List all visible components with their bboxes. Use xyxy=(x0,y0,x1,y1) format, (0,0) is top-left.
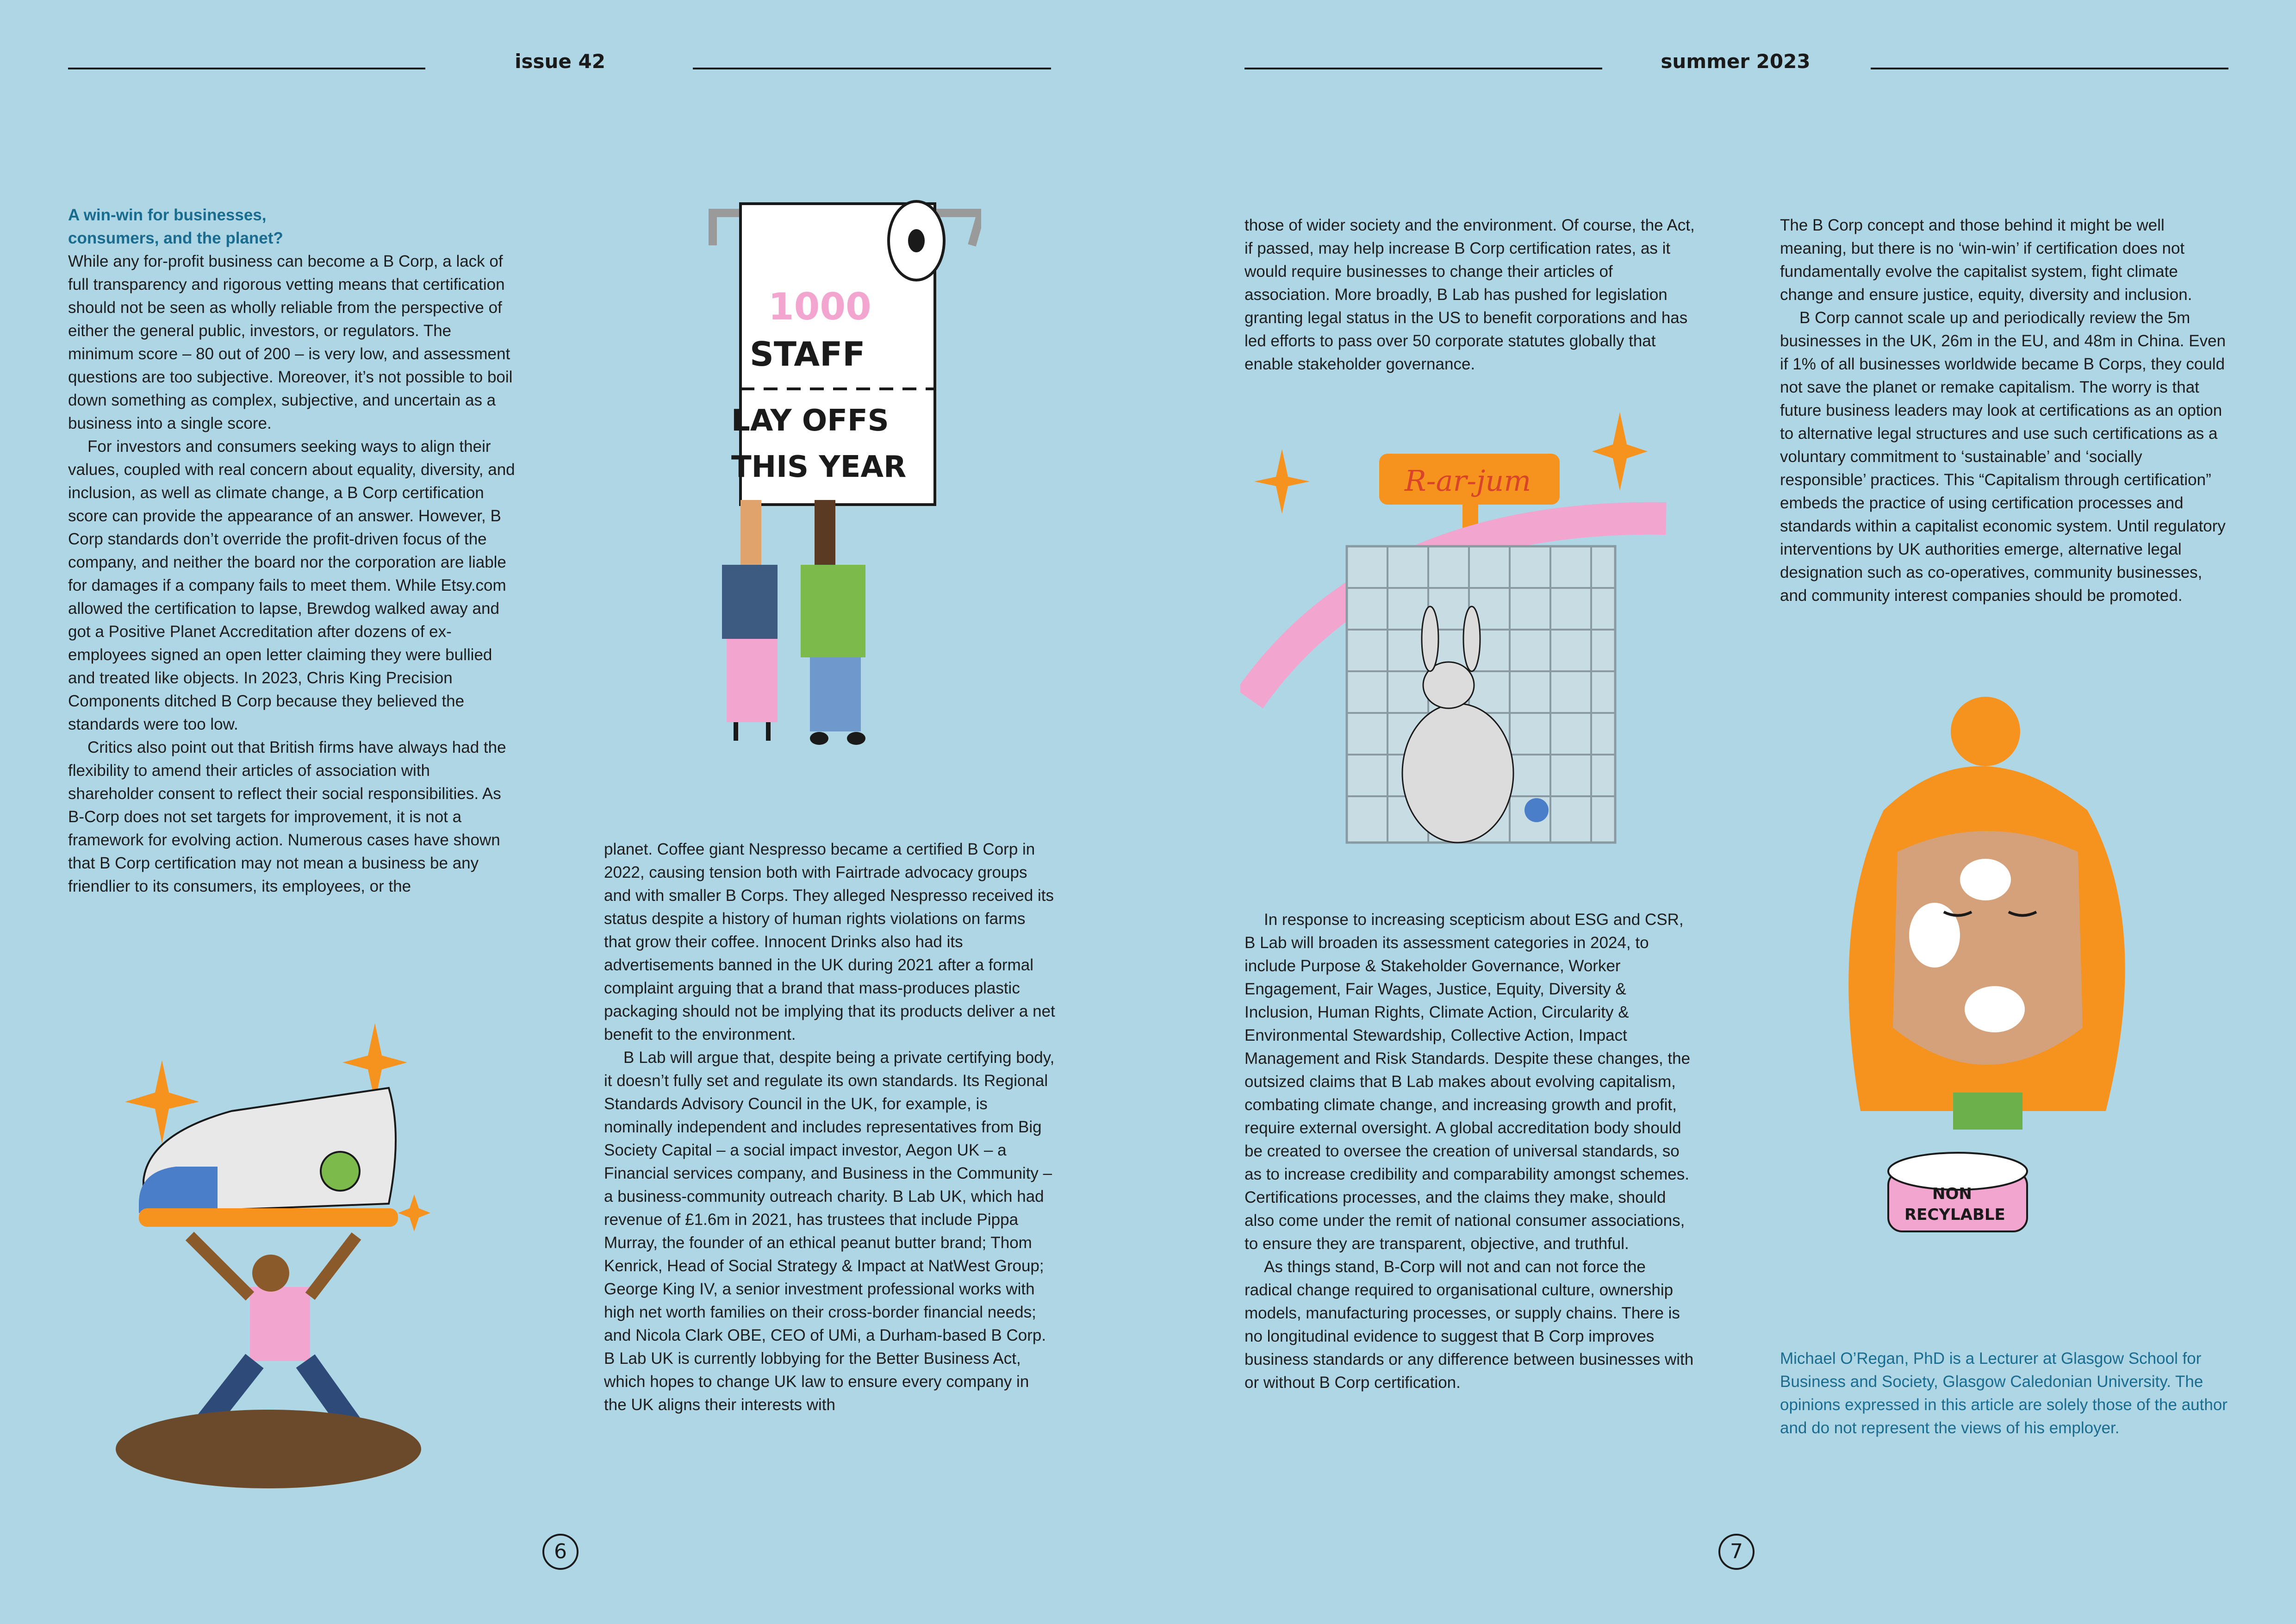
header-rule-right-1 xyxy=(1244,68,1602,69)
paragraph: planet. Coffee giant Nespresso became a certified B Corp in 2022, causing tension both with Fairtrade advocacy groups and with smaller B Corps. They alleged Nespresso received its status despite a history of human rights violations on farms that grow their coffee. Innocent Drinks also had its advertisements banned in the UK during 2021 after a formal complaint arguing that a brand that mass-produces plastic packaging should not be implying that its products deliver a net benefit to the environment. xyxy=(604,840,1055,1043)
section-subhead-line2: consumers, and the planet? xyxy=(68,229,283,247)
roll-text-1: 1000 xyxy=(768,285,871,328)
header-rule-left-2 xyxy=(693,68,1051,69)
paragraph: The B Corp concept and those behind it might be well meaning, but there is no ‘win-win’ if certification does not fundamentally evolve the capitalist system, fight climate change and ensure justice, equity, diversity and inclusion. xyxy=(1780,216,2192,304)
issue-label: issue 42 xyxy=(515,50,605,73)
article-column-3-continued xyxy=(1244,908,1696,1394)
rabbit-icon xyxy=(1402,704,1513,843)
article-column-1 xyxy=(68,204,517,898)
sparkle-icon xyxy=(1592,412,1648,491)
pot-label-1: NON xyxy=(1932,1185,1972,1203)
article-column-4 xyxy=(1780,214,2231,607)
paragraph: B Corp cannot scale up and periodically review the 5m businesses in the UK, 26m in the EU, and 48m in China. Even if 1% of all businesses worldwide became B Corps, they could not save the planet or remake capitalism. The worry is that future business leaders may look at certifications as an option to alternative legal structures and use such certifications as a voluntary commitment to ‘sustainable’ and ‘socially responsible’ practices. This “Capitalism through certification” embeds the practice of using certification processes and standards within a capitalist economic system. Until regulatory interventions by UK authorities emerge, alternative legal designation such as co-operatives, community businesses, and community interest companies should be promoted. xyxy=(1780,309,2226,605)
section-subhead-line1: A win-win for businesses, xyxy=(68,206,267,224)
face-cream-illustration xyxy=(1791,694,2171,1268)
dirt-pile-icon xyxy=(116,1410,421,1488)
header-rule-left-1 xyxy=(68,68,425,69)
paragraph: those of wider society and the environment. Of course, the Act, if passed, may help increase B Corp certification rates, as it would require businesses to change their articles of association. More broadly, B Lab has pushed for legislation granting legal status in the US to benefit corporations and has led efforts to pass over 50 corporate statutes globally that enable stakeholder governance. xyxy=(1244,216,1695,373)
paragraph: B Lab will argue that, despite being a private certifying body, it doesn’t fully set and regulate its own standards. Its Regional Standards Advisory Council in the UK, for example, is nominally independent and includes representatives from Big Society Capital – a social impact investor, Aegon UK – a Financial services company, and Business in the Community – a business-community outreach charity. B Lab UK, which had revenue of £1.6m in 2021, has trustees that include Pippa Murray, the founder of an ethical peanut butter brand; Thom Kenrick, Head of Social Strategy & Impact at NatWest Group; George King IV, a senior investment professional works with high net worth families on their cross-border financial needs; and Nicola Clark OBE, CEO of UMi, a Durham-based B Corp. B Lab UK is currently lobbying for the Better Business Act, which hopes to change UK law to ensure every company in the UK aligns their interests with xyxy=(604,1049,1055,1414)
paragraph: For investors and consumers seeking ways to align their values, coupled with real concern about equality, diversity, and inclusion, as well as climate change, a B Corp certification score can provide the appearance of an answer. However, B Corp standards don’t override the profit-driven focus of the company, and neither the board nor the corporation are liable for damages if a company fails to meet them. While Etsy.com allowed the certification to lapse, Brewdog walked away and got a Positive Planet Accreditation after dozens of ex-employees signed an open letter claiming they were bullied and treated like objects. In 2023, Chris King Precision Components ditched B Corp because they believed the standards were too low. xyxy=(68,437,515,733)
article-column-2 xyxy=(604,838,1055,1417)
sweater-collar-icon xyxy=(1953,1093,2022,1130)
person-1-icon xyxy=(722,565,778,639)
header-rule-right-2 xyxy=(1871,68,2228,69)
person-icon xyxy=(250,1287,310,1361)
paragraph: Critics also point out that British firms have always had the flexibility to amend their articles of association with shareholder consent to reflect their social responsibilities. As B-Corp does not set targets for improvement, it is not a framework for evolving action. Numerous cases have shown that B Corp certification may not mean a business be any friendlier to its consumers, its employees, or the xyxy=(68,738,506,895)
article-column-3 xyxy=(1244,214,1696,376)
pot-label-2: RECYLABLE xyxy=(1904,1206,2005,1224)
caged-rabbit-illustration xyxy=(1240,403,1680,856)
roll-text-2: STAFF xyxy=(750,335,865,374)
toilet-roll-illustration xyxy=(703,194,981,750)
sparkle-icon xyxy=(398,1194,430,1231)
sparkle-icon xyxy=(1254,449,1310,514)
page-number-left: 6 xyxy=(542,1534,579,1570)
page-number-right: 7 xyxy=(1718,1534,1755,1570)
author-credit xyxy=(1780,1347,2231,1440)
sign-text: R-ar-jum xyxy=(1405,464,1531,498)
person-2-icon xyxy=(801,565,865,657)
season-label: summer 2023 xyxy=(1661,50,1811,73)
roll-text-3: LAY OFFS xyxy=(731,404,889,438)
hair-bun-icon xyxy=(1951,697,2020,766)
shoe-lifter-illustration xyxy=(111,1018,444,1509)
paragraph: In response to increasing scepticism about ESG and CSR, B Lab will broaden its assessment categories in 2024, to include Purpose & Stakeholder Governance, Worker Engagement, Fair Wages, Justice, Equity, Diversity & Inclusion, Human Rights, Climate Action, Circularity & Environmental Stewardship, Collective Action, Impact Management and Risk Standards. Despite these changes, the outsized claims that B Lab makes about evolving capitalism, combating climate change, and increasing growth and profit, require external oversight. A global accreditation body should be created to oversee the creation of universal standards, so as to increase credibility and comparability amongst schemes. Certifications processes, and the claims they make, should also come under the remit of national consumer associations, to ensure they are transparent, objective, and truthful. xyxy=(1244,911,1691,1253)
paragraph: As things stand, B-Corp will not and can not force the radical change required to organisational culture, ownership models, manufacturing processes, or supply chains. There is no longitudinal evidence to suggest that B Corp improves business standards or any difference between businesses with or without B Corp certification. xyxy=(1244,1258,1694,1392)
roll-text-4: THIS YEAR xyxy=(731,450,907,484)
paragraph: While any for-profit business can become a B Corp, a lack of full transparency and rigorous vetting means that certification should not be seen as wholly reliable from the perspective of either the general public, investors, or regulators. The minimum score – 80 out of 200 – is very low, and assessment questions are too subjective. Moreover, it’s not possible to boil down something as complex, subjective, and uncertain as a business into a single score. xyxy=(68,252,513,432)
author-bio: Michael O’Regan, PhD is a Lecturer at Glasgow School for Business and Society, Glasgow Caledonian University. The opinions expressed in this article are solely those of the author and do not represent the views of his employer. xyxy=(1780,1349,2228,1437)
